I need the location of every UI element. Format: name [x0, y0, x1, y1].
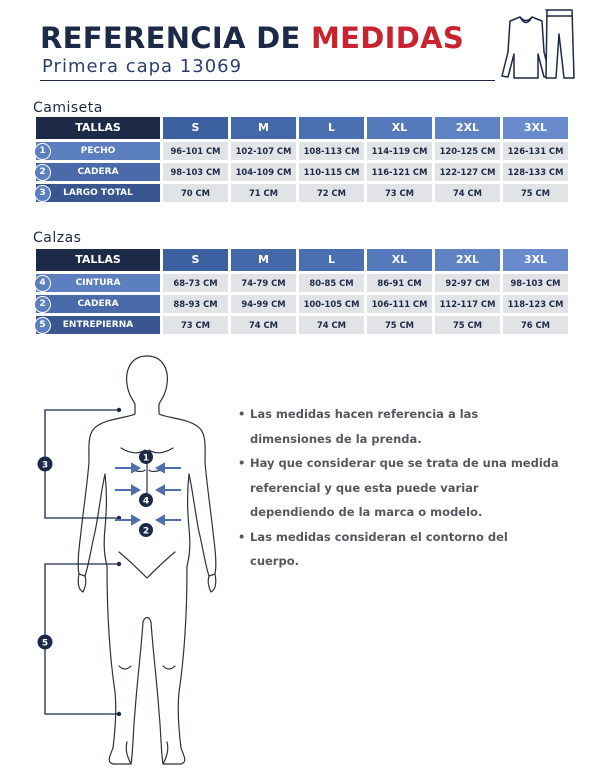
table-cell: 86-91 CM	[367, 274, 432, 292]
measure-number-badge: 1	[34, 143, 51, 160]
measure-number-badge: 2	[34, 296, 51, 313]
table-cell: 108-113 CM	[299, 142, 364, 160]
table-row	[36, 142, 568, 160]
table-cell: 120-125 CM	[435, 142, 500, 160]
table-cell: 112-117 CM	[435, 295, 500, 313]
table-cell: 100-105 CM	[299, 295, 364, 313]
camiseta-size-xl: XL	[367, 117, 432, 139]
table-cell: 88-93 CM	[163, 295, 228, 313]
calzas-header-row	[36, 249, 568, 271]
figure-marker: 2	[142, 526, 150, 537]
row-label-largo-total	[36, 184, 160, 202]
table-cell: 74-79 CM	[231, 274, 296, 292]
list-item: • Hay que considerar que se trata de una medida referencial y que esta puede variar dependiendo de la marca o modelo.	[238, 451, 560, 525]
table-cell: 110-115 CM	[299, 163, 364, 181]
figure-marker: 1	[142, 453, 150, 464]
table-cell: 74 CM	[231, 316, 296, 334]
row-label-cadera	[36, 295, 160, 313]
table-cell: 98-103 CM	[503, 274, 568, 292]
table-cell: 70 CM	[163, 184, 228, 202]
calzas-tallas-header: TALLAS	[36, 249, 160, 271]
table-cell: 128-133 CM	[503, 163, 568, 181]
table-cell: 92-97 CM	[435, 274, 500, 292]
table-cell: 75 CM	[503, 184, 568, 202]
row-label-text: CADERA	[77, 299, 119, 309]
figure-marker: 5	[41, 638, 49, 649]
measure-number-badge: 5	[34, 317, 51, 334]
table-cell: 73 CM	[367, 184, 432, 202]
calzas-size-table	[33, 246, 571, 337]
notes-list	[238, 402, 560, 574]
page-title	[40, 20, 464, 56]
table-row	[36, 163, 568, 181]
title-divider	[40, 80, 495, 81]
camiseta-size-table	[33, 114, 571, 205]
figure-marker: 3	[41, 460, 49, 471]
table-cell: 74 CM	[435, 184, 500, 202]
table-cell: 98-103 CM	[163, 163, 228, 181]
camiseta-header-row	[36, 117, 568, 139]
table-row	[36, 316, 568, 334]
measure-number-badge: 2	[34, 164, 51, 181]
section-calzas-label: Calzas	[33, 230, 82, 246]
table-cell: 126-131 CM	[503, 142, 568, 160]
row-label-cintura	[36, 274, 160, 292]
table-cell: 102-107 CM	[231, 142, 296, 160]
table-cell: 94-99 CM	[231, 295, 296, 313]
table-cell: 75 CM	[435, 316, 500, 334]
table-cell: 114-119 CM	[367, 142, 432, 160]
table-cell: 68-73 CM	[163, 274, 228, 292]
row-label-text: PECHO	[80, 146, 116, 156]
list-item: • Las medidas hacen referencia a las dimensiones de la prenda.	[238, 402, 560, 451]
calzas-size-xl: XL	[367, 249, 432, 271]
shirt-and-pants-icon	[496, 4, 578, 82]
row-label-text: ENTREPIERNA	[62, 320, 134, 330]
table-row	[36, 274, 568, 292]
calzas-size-3xl: 3XL	[503, 249, 568, 271]
table-cell: 75 CM	[367, 316, 432, 334]
table-cell: 118-123 CM	[503, 295, 568, 313]
row-label-text: CINTURA	[75, 278, 121, 288]
table-cell: 72 CM	[299, 184, 364, 202]
table-cell: 76 CM	[503, 316, 568, 334]
camiseta-size-2xl: 2XL	[435, 117, 500, 139]
measure-number-badge: 4	[34, 275, 51, 292]
calzas-size-m: M	[231, 249, 296, 271]
measure-number-badge: 3	[34, 185, 51, 202]
row-label-text: CADERA	[77, 167, 119, 177]
camiseta-tallas-header: TALLAS	[36, 117, 160, 139]
table-cell: 73 CM	[163, 316, 228, 334]
table-cell: 96-101 CM	[163, 142, 228, 160]
page-subtitle: Primera capa 13069	[42, 56, 243, 77]
table-cell: 104-109 CM	[231, 163, 296, 181]
table-cell: 74 CM	[299, 316, 364, 334]
camiseta-size-m: M	[231, 117, 296, 139]
table-cell: 122-127 CM	[435, 163, 500, 181]
title-part-2: MEDIDAS	[310, 21, 465, 55]
calzas-size-2xl: 2XL	[435, 249, 500, 271]
camiseta-size-s: S	[163, 117, 228, 139]
camiseta-size-3xl: 3XL	[503, 117, 568, 139]
figure-marker: 4	[142, 496, 150, 507]
table-row	[36, 295, 568, 313]
human-body-outline-icon	[35, 352, 235, 772]
section-camiseta-label: Camiseta	[33, 100, 103, 116]
table-cell: 106-111 CM	[367, 295, 432, 313]
row-label-text: LARGO TOTAL	[63, 188, 133, 198]
table-cell: 71 CM	[231, 184, 296, 202]
calzas-size-l: L	[299, 249, 364, 271]
camiseta-size-l: L	[299, 117, 364, 139]
table-cell: 116-121 CM	[367, 163, 432, 181]
table-row	[36, 184, 568, 202]
row-label-entrepierna	[36, 316, 160, 334]
title-part-1: REFERENCIA DE	[40, 21, 311, 55]
list-item: • Las medidas consideran el contorno del cuerpo.	[238, 525, 560, 574]
row-label-pecho	[36, 142, 160, 160]
table-cell: 80-85 CM	[299, 274, 364, 292]
row-label-cadera	[36, 163, 160, 181]
calzas-size-s: S	[163, 249, 228, 271]
